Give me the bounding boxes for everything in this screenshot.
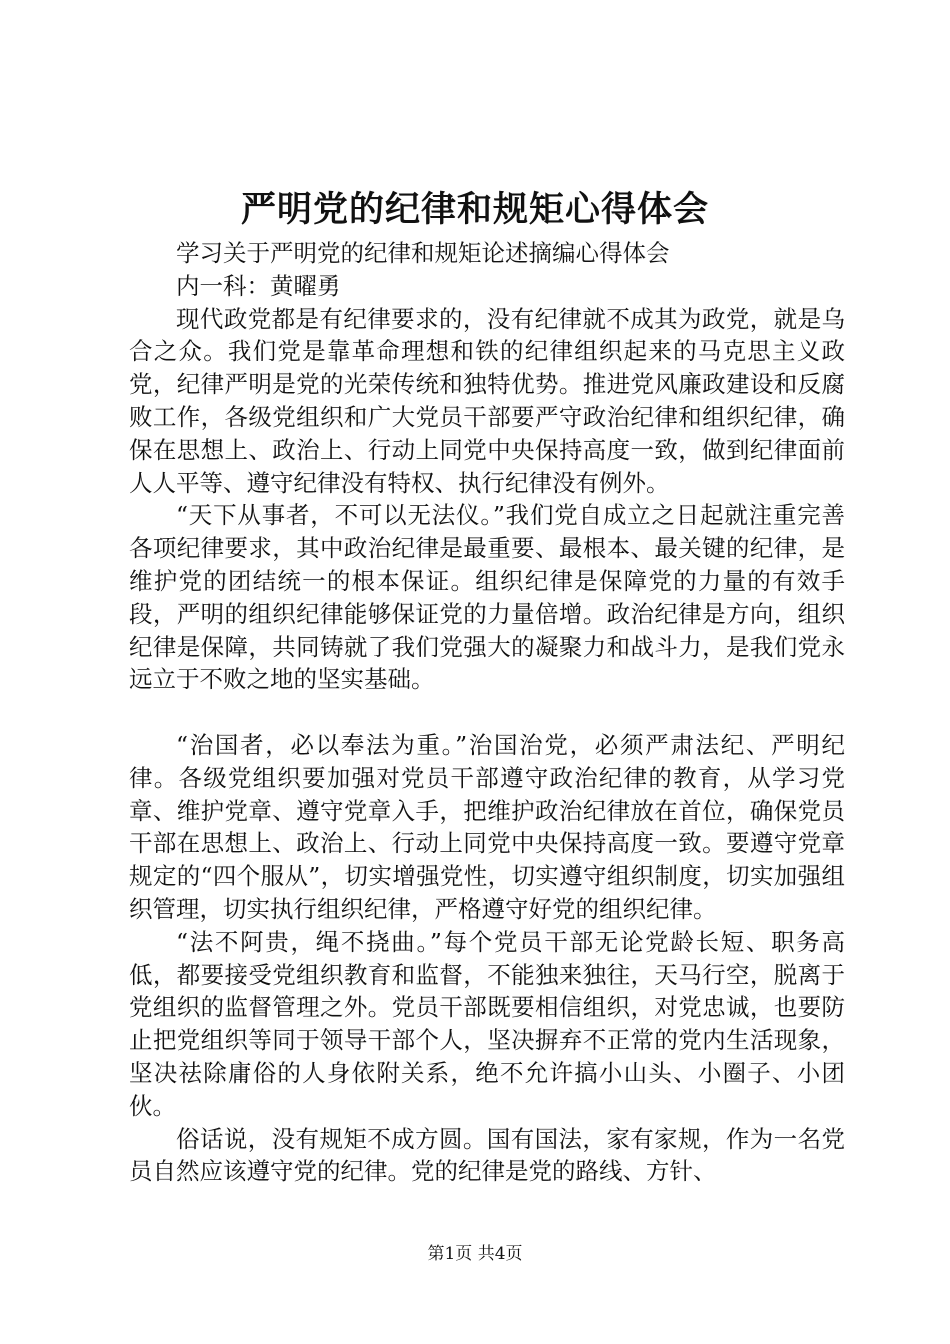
document-body bbox=[129, 237, 845, 1188]
body-paragraph: “天下从事者，不可以无法仪。”我们党自成立之日起就注重完善各项纪律要求，其中政治纪律是最重要、最根本、最关键的纪律，是维护党的团结统一的根本保证。组织纪律是保障党的力量的有效手段，严明的组织纪律能够保证党的力量倍增。政治纪律是方向，组织纪律是保障，共同铸就了我们党强大的凝聚力和战斗力，是我们党永远立于不败之地的坚实基础。 bbox=[129, 501, 845, 694]
body-paragraph: “法不阿贵，绳不挠曲。”每个党员干部无论党龄长短、职务高低，都要接受党组织教育和监督，不能独来独往，天马行空，脱离于党组织的监督管理之外。党员干部既要相信组织，对党忠诚，也要防止把党组织等同于领导干部个人，坚决摒弃不正常的党内生活现象，坚决祛除庸俗的人身依附关系，绝不允许搞小山头、小圈子、小团伙。 bbox=[129, 927, 845, 1120]
subtitle-paragraph: 学习关于严明党的纪律和规矩论述摘编心得体会 bbox=[176, 239, 670, 267]
author-line: 内一科：黄曜勇 bbox=[176, 271, 341, 300]
page-footer: 第1页 共4页 bbox=[427, 1244, 523, 1264]
document-title: 严明党的纪律和规矩心得体会 bbox=[240, 189, 709, 230]
body-paragraph: 俗话说，没有规矩不成方圆。国有国法，家有家规，作为一名党员自然应该遵守党的纪律。党的纪律是党的路线、方针、 bbox=[129, 1124, 845, 1186]
blank-line bbox=[129, 696, 845, 729]
body-paragraph: “治国者，必以奉法为重。”治国治党，必须严肃法纪、严明纪律。各级党组织要加强对党员干部遵守政治纪律的教育，从学习党章、维护党章、遵守党章入手，把维护政治纪律放在首位，确保党员干部在思想上、政治上、行动上同党中央保持高度一致。要遵守党章规定的“四个服从”，切实增强党性，切实遵守组织制度，切实加强组织管理，切实执行组织纪律，严格遵守好党的组织纪律。 bbox=[129, 730, 845, 923]
body-paragraph: 现代政党都是有纪律要求的，没有纪律就不成其为政党，就是乌合之众。我们党是靠革命理想和铁的纪律组织起来的马克思主义政党，纪律严明是党的光荣传统和独特优势。推进党风廉政建设和反腐败工作，各级党组织和广大党员干部要严守政治纪律和组织纪律，确保在思想上、政治上、行动上同党中央保持高度一致，做到纪律面前人人平等、遵守纪律没有特权、执行纪律没有例外。 bbox=[129, 304, 845, 497]
